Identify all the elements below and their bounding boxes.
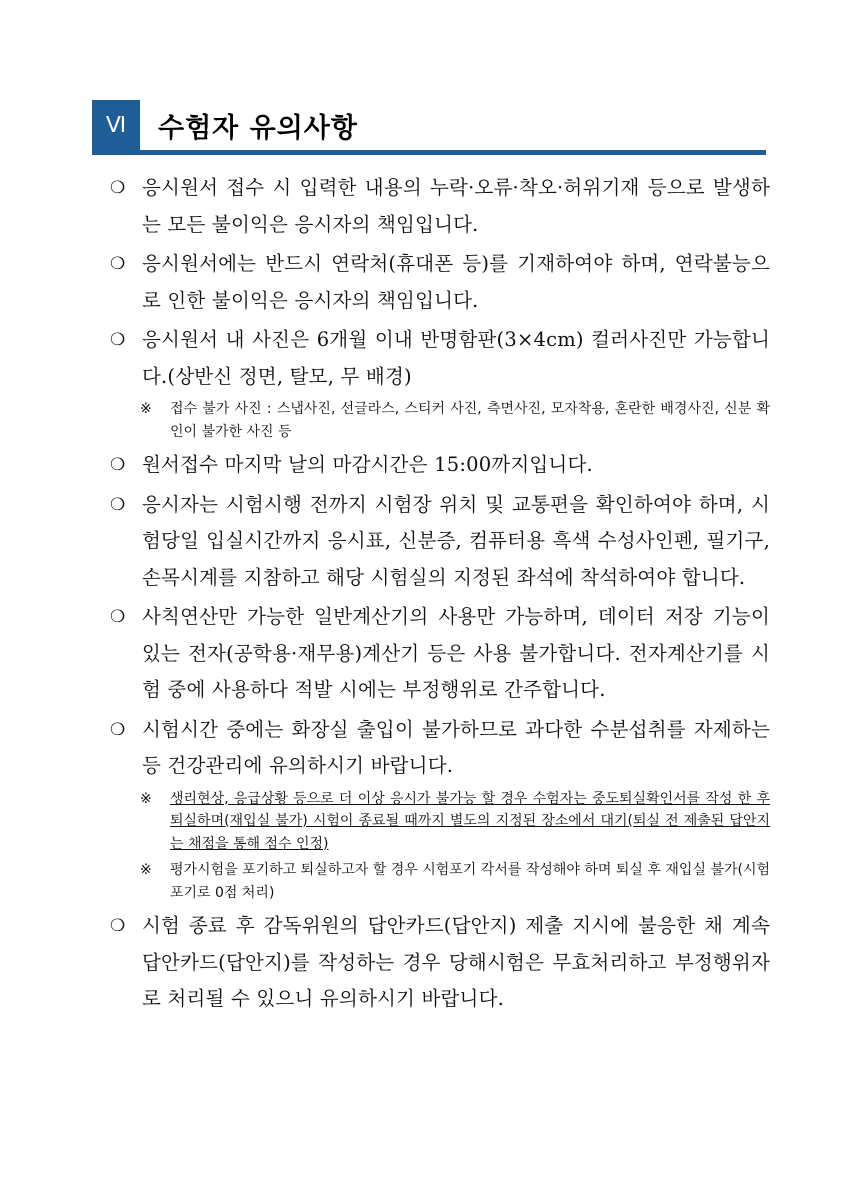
notice-item (110, 908, 770, 1018)
header-rule (92, 150, 766, 155)
section-title: 수험자 유의사항 (158, 113, 358, 144)
notice-text: 시험시간 중에는 화장실 출입이 불가하므로 과다한 수분섭취를 자제하는 등 건강관리에 유의하시기 바랍니다. (142, 717, 770, 777)
section-header (92, 100, 766, 156)
notice-item (110, 246, 770, 319)
section-number: Ⅵ (92, 100, 140, 150)
notice-item (110, 170, 770, 243)
notice-text: 원서접수 마지막 날의 마감시간은 15:00까지입니다. (142, 453, 593, 476)
circle-bullet-icon: ❍ (110, 254, 126, 274)
reference-mark-icon: ※ (140, 790, 152, 807)
circle-bullet-icon: ❍ (110, 455, 126, 475)
note-text: 평가시험을 포기하고 퇴실하고자 할 경우 시험포기 각서를 작성해야 하며 퇴실 후 재입실 불가(시험 포기로 0점 처리) (170, 862, 770, 901)
note-photo (122, 398, 770, 443)
notice-item (110, 487, 770, 597)
note-text: 생리현상, 응급상황 등으로 더 이상 응시가 불가능 할 경우 수험자는 중도퇴실확인서를 작성 한 후 퇴실하며(재입실 불가) 시험이 종료될 때까지 별도의 지정된 장소에서 대기(퇴실 전 제출된 답안지는 채점을 통해 점수 인정) (170, 790, 770, 852)
notice-item (110, 712, 770, 785)
notice-text: 응시원서 접수 시 입력한 내용의 누락·오류·착오·허위기재 등으로 발생하는 모든 불이익은 응시자의 책임입니다. (142, 176, 770, 236)
circle-bullet-icon: ❍ (110, 494, 126, 515)
notice-text: 시험 종료 후 감독위원의 답안카드(답안지) 제출 지시에 불응한 채 계속 답안카드(답안지)를 작성하는 경우 당해시험은 무효처리하고 부정행위자로 처리될 수 있으니 유의하시기 바랍니다. (142, 914, 770, 1010)
circle-bullet-icon: ❍ (110, 607, 126, 627)
reference-mark-icon: ※ (140, 862, 152, 878)
note-leave (122, 788, 770, 856)
note-giveup (122, 859, 770, 904)
notice-text: 응시자는 시험시행 전까지 시험장 위치 및 교통편을 확인하여야 하며, 시험당일 입실시간까지 응시표, 신분증, 컴퓨터용 흑색 수성사인펜, 필기구, 손목시계를 지참하고 해당 시험실의 지정된 좌석에 착석하여야 합니다. (142, 492, 770, 589)
notice-list (110, 170, 770, 1021)
reference-mark-icon: ※ (140, 401, 152, 417)
note-text: 접수 불가 사진 : 스냅사진, 선글라스, 스티커 사진, 측면사진, 모자착용, 혼란한 배경사진, 신분 확인이 불가한 사진 등 (170, 401, 771, 440)
notice-text: 사칙연산만 가능한 일반계산기의 사용만 가능하며, 데이터 저장 기능이 있는 전자(공학용·재무용)계산기 등은 사용 불가합니다. 전자계산기를 시험 중에 사용하다 적발 시에는 부정행위로 간주합니다. (142, 605, 770, 701)
notice-item (110, 322, 770, 395)
circle-bullet-icon: ❍ (110, 719, 126, 740)
notice-item (110, 447, 770, 484)
circle-bullet-icon: ❍ (110, 330, 126, 350)
notice-item (110, 599, 770, 709)
notice-text: 응시원서에는 반드시 연락처(휴대폰 등)를 기재하여야 하며, 연락불능으로 인한 불이익은 응시자의 책임입니다. (142, 252, 770, 312)
notice-text: 응시원서 내 사진은 6개월 이내 반명함판(3×4cm) 컬러사진만 가능합니다.(상반신 정면, 탈모, 무 배경) (142, 328, 770, 388)
circle-bullet-icon: ❍ (110, 178, 126, 198)
circle-bullet-icon: ❍ (110, 916, 126, 936)
